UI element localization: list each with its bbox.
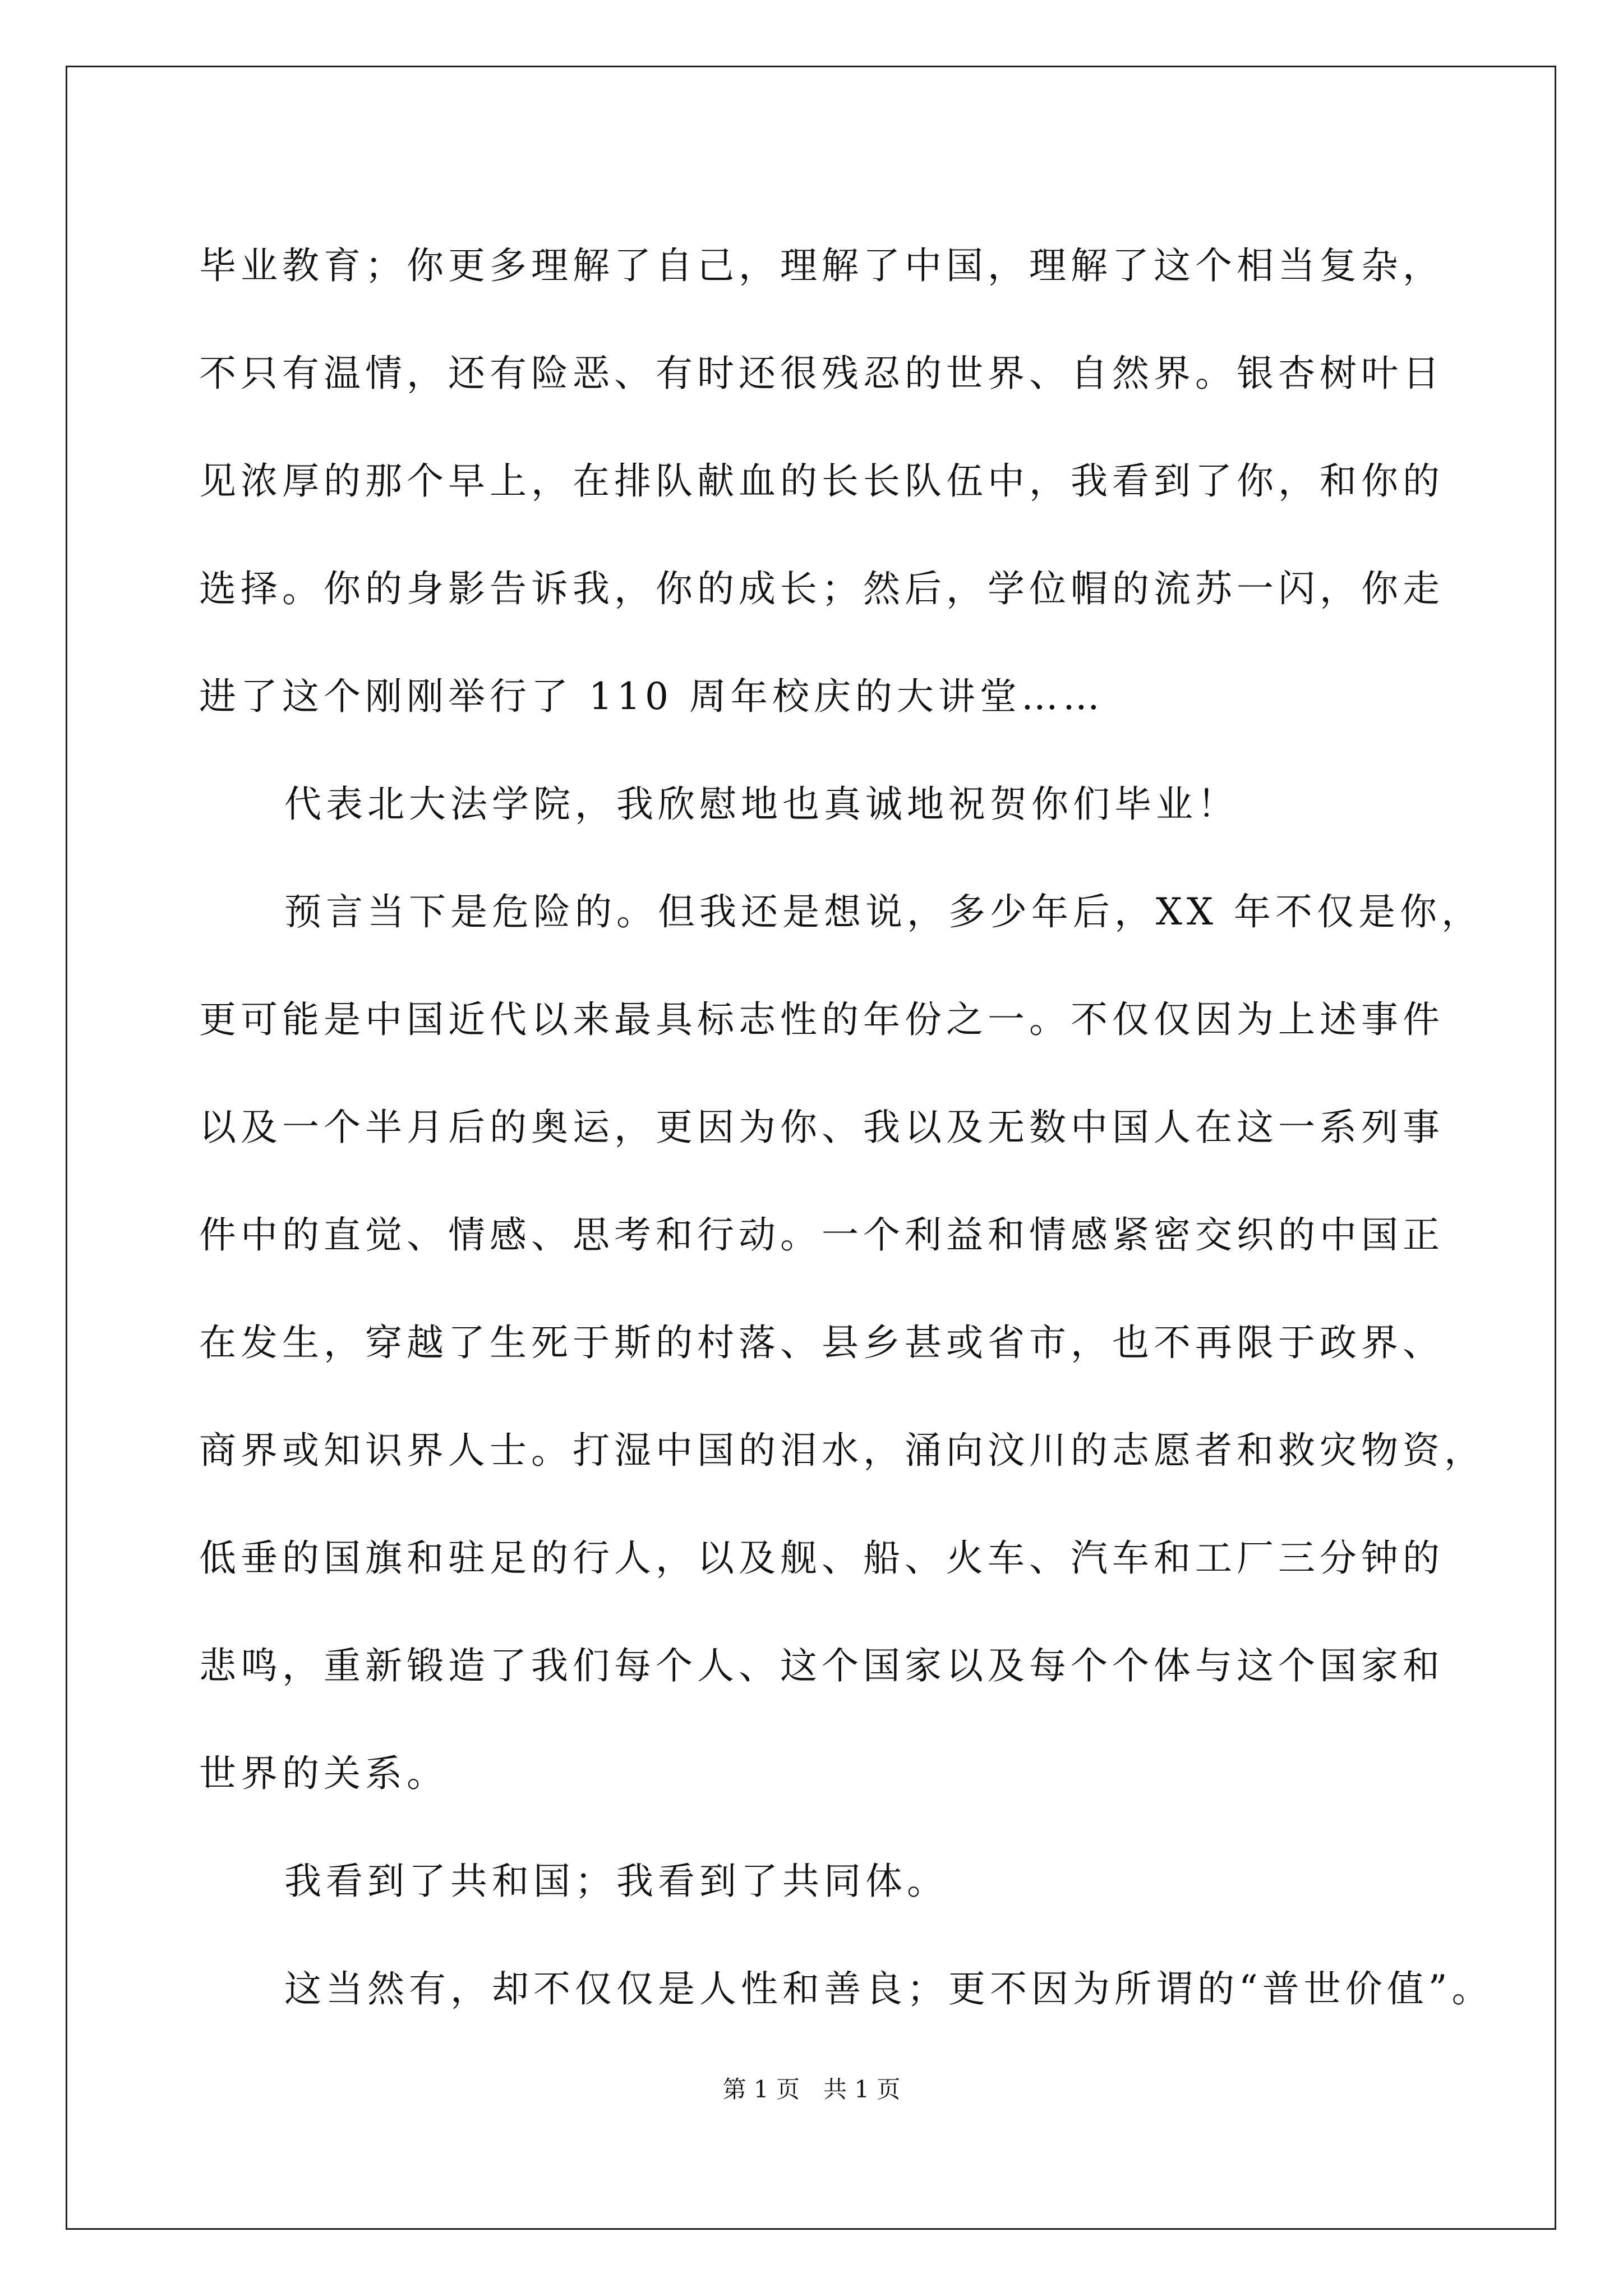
page-footer: 第 1 页 共 1 页: [722, 2076, 901, 2103]
text-line: 以及一个半月后的奥运，更因为你、我以及无数中国人在这一系列事: [199, 1106, 1444, 1149]
text-line: 我看到了共和国；我看到了共同体。: [284, 1860, 948, 1903]
text-line: 代表北大法学院，我欣慰地也真诚地祝贺你们毕业！: [284, 783, 1239, 826]
text-line: 更可能是中国近代以来最具标志性的年份之一。不仅仅因为上述事件: [199, 998, 1444, 1041]
text-line: 低垂的国旗和驻足的行人，以及舰、船、火车、汽车和工厂三分钟的: [199, 1536, 1444, 1580]
text-line: 预言当下是危险的。但我还是想说，多少年后，XX 年不仅是你，: [284, 890, 1483, 933]
text-line: 见浓厚的那个早上，在排队献血的长长队伍中，我看到了你，和你的: [199, 459, 1444, 503]
text-line: 不只有温情，还有险恶、有时还很残忍的世界、自然界。银杏树叶日: [199, 352, 1444, 395]
text-line: 毕业教育；你更多理解了自己，理解了中国，理解了这个相当复杂，: [199, 244, 1444, 287]
text-line: 世界的关系。: [199, 1752, 448, 1795]
text-line: 件中的直觉、情感、思考和行动。一个利益和情感紧密交织的中国正: [199, 1213, 1444, 1257]
text-line: 选择。你的身影告诉我，你的成长；然后，学位帽的流苏一闪，你走: [199, 567, 1444, 610]
text-line: 这当然有，却不仅仅是人性和善良；更不因为所谓的“普世价值”。: [284, 1967, 1493, 2010]
document-body: [199, 212, 1493, 2043]
text-line: 悲鸣，重新锻造了我们每个人、这个国家以及每个个体与这个国家和: [199, 1644, 1444, 1687]
text-line: 商界或知识界人士。打湿中国的泪水，涌向汶川的志愿者和救灾物资，: [199, 1429, 1486, 1472]
text-line: 在发生，穿越了生死于斯的村落、县乡甚或省市，也不再限于政界、: [199, 1321, 1444, 1364]
text-line: 进了这个刚刚举行了 110 周年校庆的大讲堂……: [199, 675, 1104, 718]
